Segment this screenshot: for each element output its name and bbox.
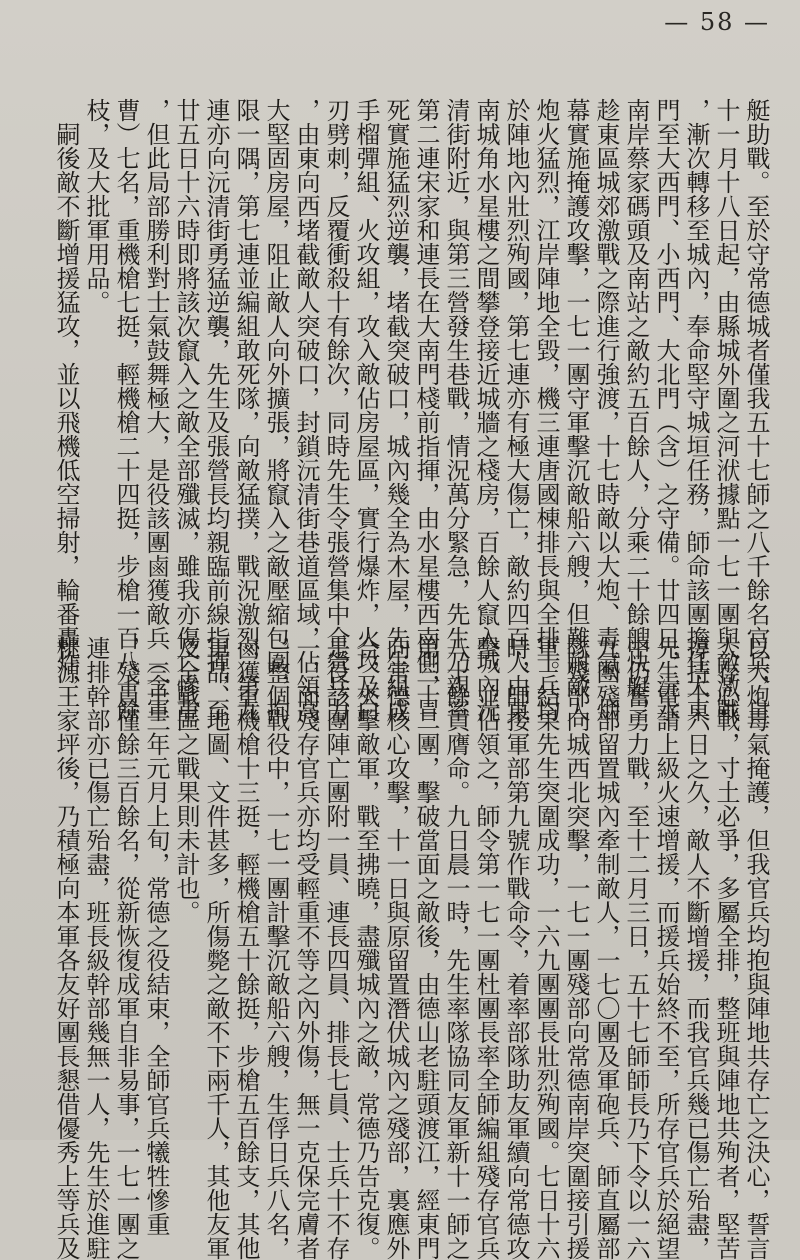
- upper-text-block: [40, 98, 770, 722]
- text-column: 於陣地內壯烈殉國，第七連亦有極大傷亡，敵約四百人由東: [502, 98, 530, 722]
- text-column: 中仍奮勇力戰，至十二月三日，五十七師師長乃下令以一六: [622, 636, 650, 1260]
- text-column: 手榴彈組、火攻組，攻入敵佔房屋區，實行爆炸，火攻及白: [352, 98, 380, 722]
- text-column: 艇助戰。至於守常德城者僅我五十七師之八千餘名官兵，自: [742, 98, 770, 722]
- text-column: 隊殘部向城西北突擊，一七一團殘部向常德南岸突圍接引援: [562, 636, 590, 1260]
- text-column: ，但此局部勝利對士氣鼓舞極大，是役該團鹵獲敵兵（含軍: [142, 98, 170, 722]
- text-column: ，整個戰役中，一七一團計擊沉敵船六艘，生俘日兵八名，: [262, 636, 290, 1260]
- text-column: 第二連宋家和連長在大南門棧前指揮，由水星樓西南側，冒: [412, 98, 440, 722]
- text-column: 第三十二團，擊破當面之敵後，由德山老駐頭渡江，經東門: [412, 636, 440, 1260]
- text-column: 南岸蔡家碼頭及南站之敵約五百餘人，分乘二十餘艘快艇，: [622, 98, 650, 722]
- text-column: 死實施猛烈逆襲，堵截突破口，城內幾全為木屋，先生組成: [382, 98, 410, 722]
- lower-text-block: [40, 636, 770, 1260]
- text-column: 一，而殘存官兵亦均受輕重不等之內外傷，無一克保完膚者: [292, 636, 320, 1260]
- text-column: 擊，並佔領之，師令第一七一團杜團長率全師編組殘存官兵: [472, 636, 500, 1260]
- text-column: 合，夾擊敵軍，戰至拂曉，盡殲城內之敵，常德乃告克復。: [352, 636, 380, 1260]
- text-column: 八十餘員膺命。九日晨一時，先生率隊協同友軍新十一師之: [442, 636, 470, 1260]
- page-number: — 58 —: [664, 8, 770, 36]
- text-column: 清街附近，與第三營發生巷戰，情況萬分緊急，先生乃親率: [442, 98, 470, 722]
- text-column: ，由東向西堵截敵人突破口，封鎖沅清街巷道區域，佔領高: [292, 98, 320, 722]
- text-column: 軍。結果先生突圍成功，一六九團團長壯烈殉國。七日十六: [532, 636, 560, 1260]
- text-column: 三十三年元月上旬，常德之役結束，全師官兵犧牲慘重: [142, 636, 170, 1236]
- text-column: 連亦向沅清街勇猛逆襲，先生及張營長均親臨前線指揮，至: [202, 98, 230, 722]
- text-column: 刃劈刺，反覆衝殺十有餘次，同時先生令張營集中全營兵力: [322, 98, 350, 722]
- text-column: 先生電請上級火速增援，而援兵始終不至，所存官兵於絕望: [652, 636, 680, 1260]
- text-column: 南城角水星樓之間攀登接近城牆之棧房，百餘人竄入城內沅: [472, 98, 500, 722]
- text-column: 幕實施掩護攻擊，一七一團守軍擊沉敵船六艘，但難耐敵人: [562, 98, 590, 722]
- text-column: 炮火猛烈，江岸陣地全毀，機三連唐國棟排長與全排士兵均: [532, 98, 560, 722]
- text-column: 及全戰區之戰果則未計也。: [172, 636, 200, 924]
- text-column: 十一月十八日起，由縣城外圍之河洑據點一七一團與敵激戰: [712, 98, 740, 722]
- text-column: ，殘員僅餘三百餘名，從新恢復成軍自非易事，一七一團之: [112, 636, 140, 1260]
- text-column: 枝，及大批軍用品。: [82, 98, 110, 314]
- text-column: 撐持十六日之久，敵人不斷增援，而我官兵幾已傷亡殆盡，: [682, 636, 710, 1260]
- text-column: 廿五日十六時即將該次竄入之敵全部殲滅，雖我亦傷亡慘重: [172, 98, 200, 722]
- text-column: 嗣後敵不斷增援猛攻，並以飛機低空掃射，輪番轟炸，: [52, 98, 80, 698]
- text-column: 軍品、地圖、文件甚多，所傷斃之敵不下兩千人，其他友軍: [202, 636, 230, 1260]
- text-column: 時，師接軍部第九號作戰命令，着率部隊助友軍續向常德攻: [502, 636, 530, 1260]
- text-column: 曹）七名，重機槍七挺，輕機槍二十四挺，步槍一百八十餘: [112, 98, 140, 722]
- text-column: 桃源王家坪後，乃積極向本軍各友好團長懇借優秀上等兵及: [52, 636, 80, 1260]
- text-column: 九團殘部留置城內牽制敵人，一七〇團及軍砲兵、師直屬部: [592, 636, 620, 1260]
- text-column: 以大炮毒氣掩護，但我官兵均抱與陣地共存亡之決心，誓言: [742, 636, 770, 1260]
- text-column: 是役該團陣亡團附一員、連長四員、排長七員、士兵十不存: [322, 636, 350, 1260]
- text-column: 向常德核心攻擊，十一日與原留置潛伏城內之殘部，裏應外: [382, 636, 410, 1260]
- text-column: 門至大西門、小西門、大北門（含）之守備。廿四日，沅水: [652, 98, 680, 722]
- text-column: 連排幹部亦已傷亡殆盡，班長級幹部幾無一人，先生於進駐: [82, 636, 110, 1260]
- text-column: 人存心戰，寸土必爭，多屬全排，整班與陣地共殉者，堅苦: [712, 636, 740, 1260]
- text-column: ，漸次轉移至城內，奉命堅守城垣任務，師命該團擔任大東: [682, 98, 710, 722]
- text-column: 趁東區城郊激戰之際進行強渡，十七時敵以大炮、毒氣、烟: [592, 98, 620, 722]
- text-column: 鹵獲重機槍十三挺，輕機槍五十餘挺，步槍五百餘支，其他: [232, 636, 260, 1260]
- text-column: 限一隅，第七連並編組敢死隊，向敵猛撲，戰況激烈，第九: [232, 98, 260, 722]
- text-column: 大堅固房屋，阻止敵人向外擴張，將竄入之敵壓縮包圍，拘: [262, 98, 290, 722]
